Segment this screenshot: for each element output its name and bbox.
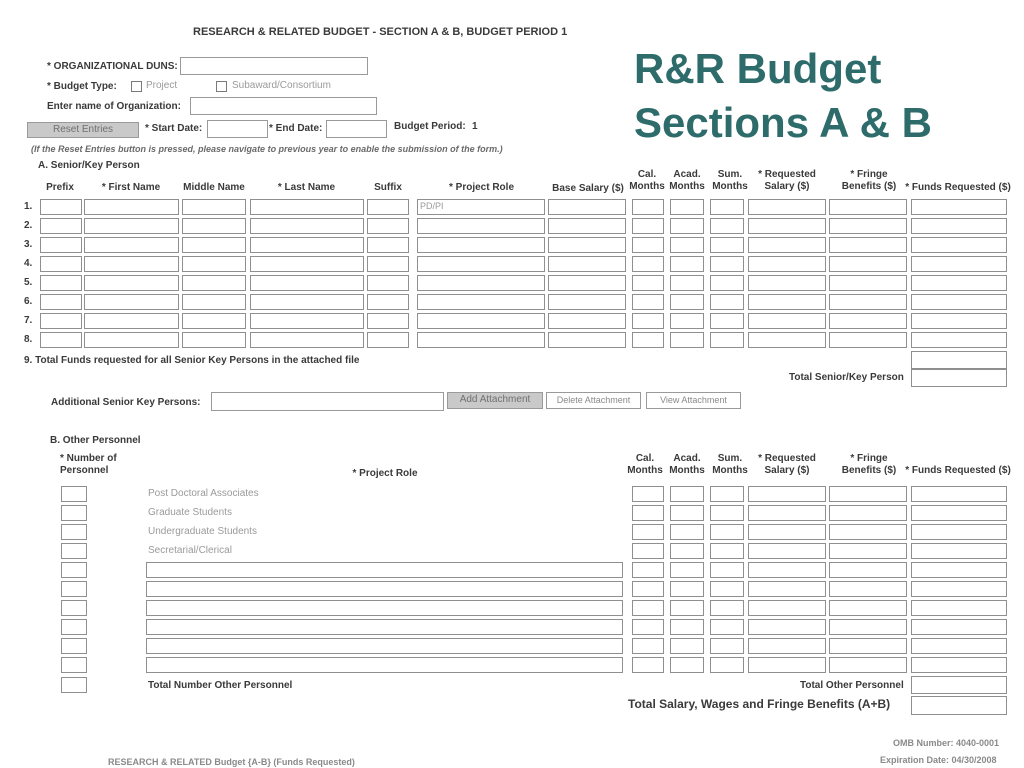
other-personnel-field[interactable] [710, 486, 744, 502]
other-personnel-field[interactable] [632, 562, 664, 578]
org-name-label: Enter name of Organization: [47, 101, 181, 112]
senior-key-person-field[interactable] [710, 199, 744, 215]
senior-key-person-field[interactable] [84, 294, 179, 310]
senior-key-person-field[interactable] [40, 256, 82, 272]
other-personnel-field[interactable] [710, 505, 744, 521]
col-fringe-benefits: * Fringe Benefits ($) [841, 169, 897, 192]
row-number: 2. [24, 220, 33, 231]
other-personnel-field[interactable] [670, 581, 704, 597]
other-personnel-field[interactable] [632, 505, 664, 521]
total-other-label: Total Other Personnel [800, 680, 904, 691]
senior-key-person-field[interactable] [40, 218, 82, 234]
budget-period-value: 1 [472, 121, 478, 132]
other-personnel-field[interactable] [829, 638, 907, 654]
senior-key-person-field[interactable] [84, 199, 179, 215]
senior-key-person-field[interactable] [367, 237, 409, 253]
row-number: 8. [24, 334, 33, 345]
other-personnel-field[interactable] [829, 486, 907, 502]
senior-key-person-field[interactable] [748, 294, 826, 310]
senior-key-person-field[interactable] [748, 332, 826, 348]
footer-omb-number: OMB Number: 4040-0001 [893, 738, 1000, 748]
senior-key-person-field[interactable] [632, 237, 664, 253]
other-personnel-field[interactable] [748, 524, 826, 540]
senior-key-person-field[interactable] [710, 332, 744, 348]
senior-key-person-field[interactable] [748, 218, 826, 234]
other-personnel-role-input[interactable] [146, 619, 623, 635]
slide-title-line-2: Sections A & B [634, 99, 932, 146]
other-personnel-field[interactable] [670, 524, 704, 540]
other-personnel-field[interactable] [710, 638, 744, 654]
senior-key-person-field[interactable] [829, 294, 907, 310]
senior-key-person-field[interactable] [182, 237, 246, 253]
additional-senior-label: Additional Senior Key Persons: [51, 397, 201, 408]
other-personnel-field[interactable] [829, 619, 907, 635]
col-last-name: * Last Name [277, 182, 336, 193]
senior-key-person-field[interactable] [182, 332, 246, 348]
senior-key-person-field[interactable] [829, 256, 907, 272]
footer-expiration: Expiration Date: 04/30/2008 [880, 755, 997, 765]
other-personnel-field[interactable] [710, 581, 744, 597]
org-name-input[interactable] [190, 97, 377, 115]
col-funds-requested: * Funds Requested ($) [905, 182, 1011, 193]
senior-key-person-field[interactable] [548, 199, 626, 215]
other-personnel-field[interactable] [632, 638, 664, 654]
other-personnel-field[interactable] [748, 581, 826, 597]
senior-key-person-field[interactable] [367, 313, 409, 329]
other-personnel-field[interactable] [632, 581, 664, 597]
row-number: 7. [24, 315, 33, 326]
senior-key-person-field[interactable] [367, 199, 409, 215]
senior-key-person-field[interactable] [417, 256, 545, 272]
senior-key-person-field[interactable] [911, 218, 1007, 234]
other-personnel-field[interactable] [748, 562, 826, 578]
number-of-personnel-input[interactable] [61, 562, 87, 578]
other-personnel-field[interactable] [670, 657, 704, 673]
other-personnel-field[interactable] [911, 562, 1007, 578]
other-personnel-role-input[interactable] [146, 581, 623, 597]
senior-key-person-field[interactable] [632, 218, 664, 234]
other-personnel-field[interactable] [670, 619, 704, 635]
senior-key-person-field[interactable] [670, 294, 704, 310]
other-personnel-field[interactable] [710, 543, 744, 559]
other-personnel-field[interactable] [632, 486, 664, 502]
total-other-input[interactable] [911, 676, 1007, 694]
senior-key-person-field[interactable] [417, 199, 545, 215]
other-personnel-field[interactable] [710, 524, 744, 540]
senior-key-person-field[interactable] [670, 275, 704, 291]
other-personnel-field[interactable] [632, 657, 664, 673]
senior-key-person-field[interactable] [548, 256, 626, 272]
senior-key-person-field[interactable] [250, 294, 364, 310]
number-of-personnel-input[interactable] [61, 581, 87, 597]
total-number-other-label: Total Number Other Personnel [148, 680, 293, 691]
number-of-personnel-input[interactable] [61, 600, 87, 616]
senior-key-person-field[interactable] [417, 218, 545, 234]
number-of-personnel-input[interactable] [61, 505, 87, 521]
other-personnel-role-input[interactable] [146, 657, 623, 673]
add-attachment-button[interactable]: Add Attachment [447, 392, 543, 409]
other-personnel-field[interactable] [829, 505, 907, 521]
col-b-cal-months: Cal. Months [627, 453, 663, 476]
senior-key-person-field[interactable] [911, 332, 1007, 348]
col-b-sum-months: Sum. Months [712, 453, 748, 476]
other-personnel-field[interactable] [748, 505, 826, 521]
other-personnel-role-label: Secretarial/Clerical [148, 545, 232, 556]
row-number: 3. [24, 239, 33, 250]
other-personnel-field[interactable] [748, 619, 826, 635]
senior-key-person-field[interactable] [829, 332, 907, 348]
senior-key-person-field[interactable] [84, 218, 179, 234]
senior-key-person-field[interactable] [710, 237, 744, 253]
other-personnel-field[interactable] [911, 619, 1007, 635]
senior-key-person-field[interactable] [632, 313, 664, 329]
senior-key-person-field[interactable] [84, 275, 179, 291]
other-personnel-field[interactable] [632, 600, 664, 616]
senior-key-person-field[interactable] [417, 275, 545, 291]
other-personnel-role-label: Undergraduate Students [148, 526, 257, 537]
other-personnel-role-label: Graduate Students [148, 507, 232, 518]
senior-key-person-field[interactable] [417, 237, 545, 253]
other-personnel-field[interactable] [748, 638, 826, 654]
duns-input[interactable] [180, 57, 368, 75]
senior-key-person-field[interactable] [670, 237, 704, 253]
senior-key-person-field[interactable] [748, 256, 826, 272]
senior-key-person-field[interactable] [911, 256, 1007, 272]
senior-key-person-field[interactable] [40, 313, 82, 329]
senior-key-person-field[interactable] [670, 313, 704, 329]
other-personnel-role-input[interactable] [146, 638, 623, 654]
col-b-fringe-benefits: * Fringe Benefits ($) [841, 453, 897, 476]
other-personnel-field[interactable] [911, 581, 1007, 597]
senior-key-person-field[interactable] [367, 332, 409, 348]
col-requested-salary: * Requested Salary ($) [758, 169, 816, 192]
budget-period-label: Budget Period: [394, 121, 466, 132]
total-salary-label: Total Salary, Wages and Fringe Benefits (A+B) [628, 697, 891, 711]
senior-key-person-field[interactable] [40, 237, 82, 253]
senior-key-person-field[interactable] [367, 218, 409, 234]
senior-key-person-field[interactable] [84, 313, 179, 329]
senior-key-person-field[interactable] [367, 294, 409, 310]
senior-key-person-field[interactable] [670, 199, 704, 215]
senior-key-person-field[interactable] [417, 313, 545, 329]
reset-note: (If the Reset Entries button is pressed, please navigate to previous year to enable the submission of the form.) [31, 144, 503, 154]
senior-key-person-field[interactable] [670, 332, 704, 348]
other-personnel-role-input[interactable] [146, 562, 623, 578]
other-personnel-field[interactable] [710, 657, 744, 673]
section-b-title: B. Other Personnel [50, 435, 141, 446]
other-personnel-field[interactable] [829, 657, 907, 673]
other-personnel-field[interactable] [911, 543, 1007, 559]
other-personnel-field[interactable] [670, 562, 704, 578]
senior-key-person-field[interactable] [417, 294, 545, 310]
reset-entries-button[interactable]: Reset Entries [27, 122, 139, 138]
other-personnel-field[interactable] [829, 543, 907, 559]
senior-key-person-field[interactable] [632, 332, 664, 348]
other-personnel-field[interactable] [829, 581, 907, 597]
senior-key-person-field[interactable] [548, 332, 626, 348]
other-personnel-field[interactable] [670, 638, 704, 654]
other-personnel-field[interactable] [748, 600, 826, 616]
slide-title-line-1: R&R Budget [634, 45, 882, 92]
senior-key-person-field[interactable] [40, 294, 82, 310]
total-attached-input[interactable] [911, 351, 1007, 369]
senior-key-person-field[interactable] [367, 256, 409, 272]
total-number-other-input[interactable] [61, 677, 87, 693]
other-personnel-role-input[interactable] [146, 600, 623, 616]
number-of-personnel-input[interactable] [61, 638, 87, 654]
other-personnel-field[interactable] [748, 657, 826, 673]
senior-key-person-field[interactable] [829, 199, 907, 215]
senior-key-person-field[interactable] [84, 237, 179, 253]
section-a-title: A. Senior/Key Person [38, 160, 140, 171]
senior-key-person-field[interactable] [250, 237, 364, 253]
footer-form-name: RESEARCH & RELATED Budget {A-B} (Funds Requested) [108, 757, 355, 767]
senior-key-person-field[interactable] [40, 275, 82, 291]
senior-key-person-field[interactable] [548, 275, 626, 291]
other-personnel-field[interactable] [670, 543, 704, 559]
col-b-funds-requested: * Funds Requested ($) [905, 465, 1011, 476]
additional-senior-file[interactable] [211, 392, 444, 411]
senior-key-person-field[interactable] [182, 256, 246, 272]
project-checkbox[interactable] [131, 81, 142, 92]
senior-key-person-field[interactable] [748, 237, 826, 253]
other-personnel-field[interactable] [911, 657, 1007, 673]
other-personnel-field[interactable] [670, 505, 704, 521]
row-number: 4. [24, 258, 33, 269]
other-personnel-field[interactable] [829, 562, 907, 578]
senior-key-person-field[interactable] [182, 199, 246, 215]
other-personnel-field[interactable] [911, 524, 1007, 540]
senior-key-person-field[interactable] [182, 294, 246, 310]
col-prefix: Prefix [46, 182, 74, 193]
col-project-role: * Project Role [448, 182, 515, 193]
other-personnel-role-label: Post Doctoral Associates [148, 488, 259, 499]
col-cal-months: Cal. Months [629, 169, 665, 192]
senior-key-person-field[interactable] [710, 313, 744, 329]
senior-key-person-field[interactable] [367, 275, 409, 291]
senior-key-person-field[interactable] [250, 313, 364, 329]
other-personnel-field[interactable] [632, 524, 664, 540]
senior-key-person-field[interactable] [710, 294, 744, 310]
senior-key-person-field[interactable] [84, 332, 179, 348]
senior-key-person-field[interactable] [250, 256, 364, 272]
total-salary-input[interactable] [911, 696, 1007, 715]
senior-key-person-field[interactable] [632, 294, 664, 310]
senior-key-person-field[interactable] [748, 313, 826, 329]
other-personnel-field[interactable] [829, 524, 907, 540]
senior-key-person-field[interactable] [710, 275, 744, 291]
other-personnel-field[interactable] [748, 486, 826, 502]
row-number: 1. [24, 201, 33, 212]
col-acad-months: Acad. Months [669, 169, 705, 192]
senior-key-person-field[interactable] [632, 256, 664, 272]
other-personnel-field[interactable] [632, 543, 664, 559]
other-personnel-field[interactable] [670, 600, 704, 616]
senior-key-person-field[interactable] [748, 199, 826, 215]
senior-key-person-field[interactable] [632, 275, 664, 291]
row-number: 6. [24, 296, 33, 307]
row-number: 5. [24, 277, 33, 288]
end-date-input[interactable] [326, 120, 387, 138]
senior-key-person-field[interactable] [548, 294, 626, 310]
col-b-project-role: * Project Role [352, 468, 418, 479]
senior-key-person-field[interactable] [548, 218, 626, 234]
senior-key-person-field[interactable] [710, 218, 744, 234]
project-option-label: Project [146, 80, 178, 91]
senior-key-person-field[interactable] [182, 275, 246, 291]
start-date-label: * Start Date: [145, 123, 203, 134]
other-personnel-field[interactable] [911, 638, 1007, 654]
other-personnel-field[interactable] [670, 486, 704, 502]
total-senior-input[interactable] [911, 369, 1007, 387]
start-date-input[interactable] [207, 120, 268, 138]
senior-key-person-field[interactable] [548, 313, 626, 329]
senior-key-person-field[interactable] [829, 313, 907, 329]
senior-key-person-field[interactable] [417, 332, 545, 348]
other-personnel-field[interactable] [632, 619, 664, 635]
senior-key-person-field[interactable] [250, 332, 364, 348]
col-b-acad-months: Acad. Months [669, 453, 705, 476]
senior-key-person-field[interactable] [911, 199, 1007, 215]
senior-key-person-field[interactable] [911, 237, 1007, 253]
number-of-personnel-input[interactable] [61, 619, 87, 635]
senior-key-person-field[interactable] [829, 237, 907, 253]
budget-type-label: * Budget Type: [47, 81, 117, 92]
col-suffix: Suffix [374, 182, 402, 193]
subaward-checkbox[interactable] [216, 81, 227, 92]
senior-key-person-field[interactable] [250, 275, 364, 291]
other-personnel-field[interactable] [710, 600, 744, 616]
senior-key-person-field[interactable] [182, 313, 246, 329]
senior-key-person-field[interactable] [710, 256, 744, 272]
form-header: RESEARCH & RELATED BUDGET - SECTION A & B, BUDGET PERIOD 1 [193, 26, 568, 38]
col-middle-name: Middle Name [183, 182, 245, 193]
col-num-personnel: * Number of Personnel [60, 453, 117, 476]
project-role-value: PD/PI [420, 201, 444, 211]
total-attached-label: 9. Total Funds requested for all Senior Key Persons in the attached file [24, 355, 360, 366]
senior-key-person-field[interactable] [748, 275, 826, 291]
col-sum-months: Sum. Months [712, 169, 748, 192]
col-first-name: * First Name [101, 182, 161, 193]
col-base-salary: Base Salary ($) [552, 183, 624, 194]
delete-attachment-button[interactable]: Delete Attachment [546, 392, 641, 409]
col-b-requested-salary: * Requested Salary ($) [758, 453, 816, 476]
duns-label: * ORGANIZATIONAL DUNS: [47, 61, 178, 72]
number-of-personnel-input[interactable] [61, 657, 87, 673]
senior-key-person-field[interactable] [40, 199, 82, 215]
view-attachment-button[interactable]: View Attachment [646, 392, 741, 409]
other-personnel-field[interactable] [710, 619, 744, 635]
senior-key-person-field[interactable] [829, 218, 907, 234]
other-personnel-field[interactable] [748, 543, 826, 559]
senior-key-person-field[interactable] [250, 199, 364, 215]
senior-key-person-field[interactable] [250, 218, 364, 234]
senior-key-person-field[interactable] [911, 275, 1007, 291]
number-of-personnel-input[interactable] [61, 486, 87, 502]
senior-key-person-field[interactable] [632, 199, 664, 215]
senior-key-person-field[interactable] [182, 218, 246, 234]
number-of-personnel-input[interactable] [61, 543, 87, 559]
senior-key-person-field[interactable] [548, 237, 626, 253]
other-personnel-field[interactable] [710, 562, 744, 578]
senior-key-person-field[interactable] [670, 256, 704, 272]
end-date-label: * End Date: [269, 123, 323, 134]
other-personnel-field[interactable] [911, 486, 1007, 502]
senior-key-person-field[interactable] [84, 256, 179, 272]
senior-key-person-field[interactable] [911, 294, 1007, 310]
senior-key-person-field[interactable] [40, 332, 82, 348]
other-personnel-field[interactable] [911, 600, 1007, 616]
other-personnel-field[interactable] [829, 600, 907, 616]
senior-key-person-field[interactable] [829, 275, 907, 291]
senior-key-person-field[interactable] [670, 218, 704, 234]
subaward-option-label: Subaward/Consortium [232, 80, 331, 91]
other-personnel-field[interactable] [911, 505, 1007, 521]
senior-key-person-field[interactable] [911, 313, 1007, 329]
total-senior-label: Total Senior/Key Person [789, 372, 904, 383]
number-of-personnel-input[interactable] [61, 524, 87, 540]
